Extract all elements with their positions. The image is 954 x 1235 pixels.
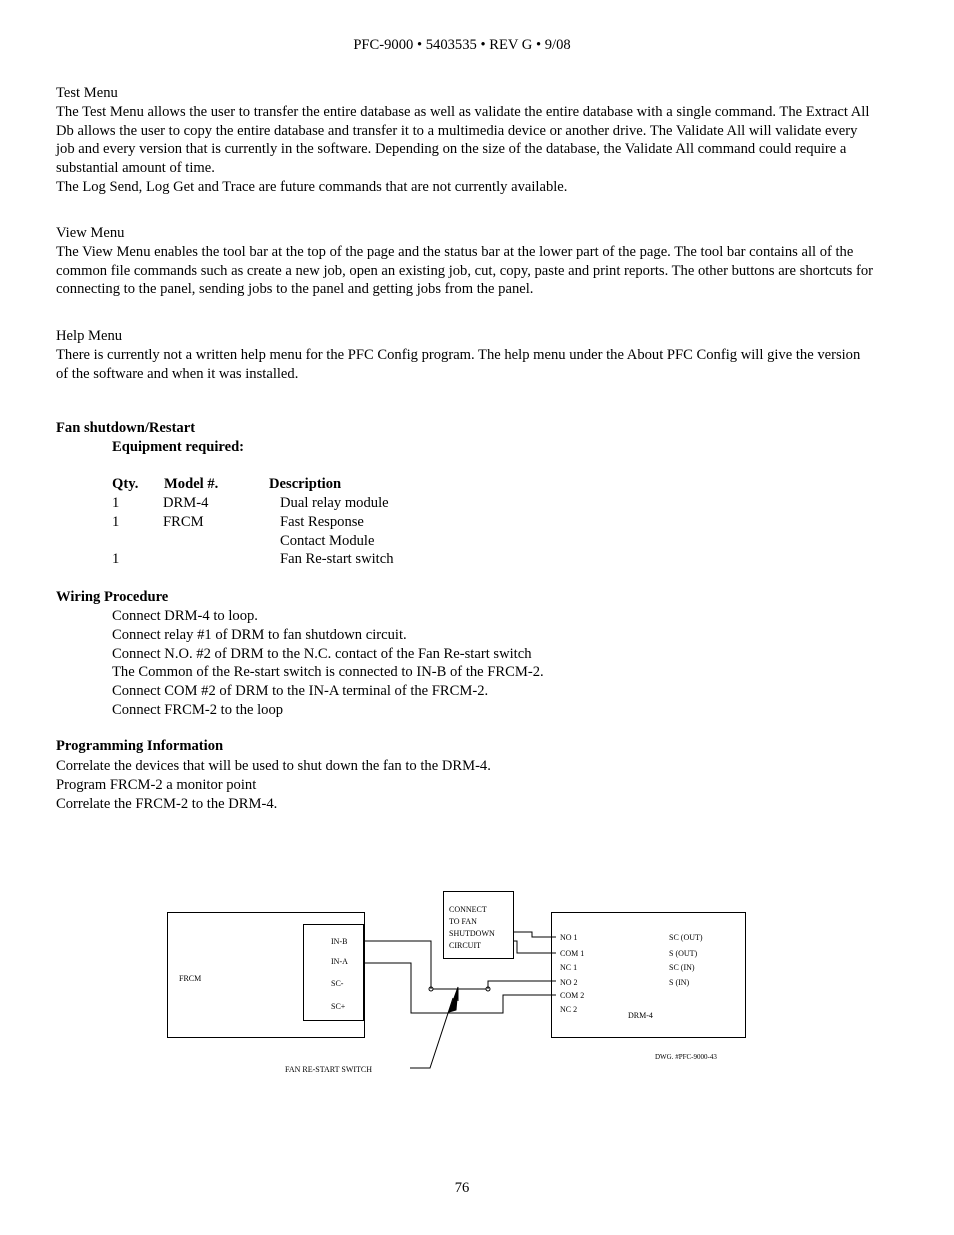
wire-in-b [363, 941, 431, 989]
wire-connect-com1 [513, 941, 556, 953]
wire-switch-nc [488, 981, 556, 989]
wiring-step: The Common of the Re-start switch is connected to IN-B of the FRCM-2. [112, 664, 544, 681]
drm-terminal-com1: COM 1 [560, 949, 585, 958]
wiring-step: Connect COM #2 of DRM to the IN-A terminal of the FRCM-2. [112, 683, 489, 700]
connect-box-line: TO FAN [449, 917, 477, 926]
table-row-model: DRM-4 [163, 495, 209, 511]
wiring-step: Connect DRM-4 to loop. [112, 608, 258, 624]
table-header-description: Description [269, 476, 342, 492]
drawing-number: DWG. #PFC-9000-43 [655, 1053, 717, 1061]
view-menu-paragraph: The View Menu enables the tool bar at the top of the page and the status bar at the lower part of the page. The tool bar contains all of the common file commands such as create a new job, open an existing job, cut, copy, paste and print reports. The other buttons are shortcuts for connecting to the panel, sending jobs to the panel and getting jobs from the panel. [56, 243, 874, 298]
connect-box-line: CONNECT [449, 905, 487, 914]
test-menu-paragraph-2: The Log Send, Log Get and Trace are future commands that are not currently available. [56, 178, 568, 195]
restart-switch [410, 987, 490, 1068]
frcm-terminal-sc-plus: SC+ [331, 1002, 346, 1011]
switch-arrowhead [449, 987, 458, 1012]
table-row-model: FRCM [163, 514, 204, 530]
frcm-terminal-in-b: IN-B [331, 937, 348, 946]
table-header-model: Model #. [164, 476, 219, 492]
frcm-terminal-sc-minus: SC- [331, 979, 344, 988]
equipment-label: Equipment required: [112, 439, 245, 455]
switch-leader [410, 998, 453, 1068]
drm-terminal-s-in: S (IN) [669, 978, 690, 987]
connect-box-line: CIRCUIT [449, 941, 481, 950]
table-row-qty: 1 [112, 551, 120, 567]
page-header: PFC-9000 • 5403535 • REV G • 9/08 [353, 37, 571, 53]
test-menu-title: Test Menu [56, 85, 118, 101]
wiring-step: Connect relay #1 of DRM to fan shutdown circuit. [112, 626, 407, 643]
table-row-qty: 1 [112, 495, 120, 511]
drm-terminal-nc2: NC 2 [560, 1005, 578, 1014]
table-row-desc: Fast Response [280, 514, 364, 530]
programming-title: Programming Information [56, 738, 224, 754]
drm-terminal-s-out: S (OUT) [669, 949, 698, 958]
drm-terminal-sc-out: SC (OUT) [669, 933, 703, 942]
help-menu-title: Help Menu [56, 328, 123, 344]
programming-line: Correlate the devices that will be used to shut down the fan to the DRM-4. [56, 758, 491, 774]
wiring-step: Connect N.O. #2 of DRM to the N.C. contact of the Fan Re-start switch [112, 645, 532, 662]
drm-terminal-nc1: NC 1 [560, 963, 578, 972]
wiring-step: Connect FRCM-2 to the loop [112, 701, 284, 718]
frcm-terminal-in-a: IN-A [331, 957, 348, 966]
drm-terminal-sc-in: SC (IN) [669, 963, 695, 972]
fan-section-title: Fan shutdown/Restart [56, 420, 196, 436]
table-row-desc: Fan Re-start switch [280, 551, 394, 567]
table-row-desc: Dual relay module [280, 495, 389, 511]
table-row-qty: 1 [112, 514, 120, 530]
drm-terminal-com2: COM 2 [560, 991, 585, 1000]
programming-line: Correlate the FRCM-2 to the DRM-4. [56, 795, 278, 812]
frcm-label: FRCM [179, 974, 202, 983]
table-row-desc: Contact Module [280, 533, 375, 549]
view-menu-title: View Menu [56, 225, 125, 241]
wire-in-a [363, 963, 556, 1013]
table-header-qty: Qty. [112, 476, 139, 492]
page-number: 76 [454, 1180, 470, 1196]
programming-line: Program FRCM-2 a monitor point [56, 776, 257, 793]
help-menu-paragraph: There is currently not a written help menu for the PFC Config program. The help menu under the About PFC Config will give the version of the software and when it was installed. [56, 346, 861, 382]
wiring-title: Wiring Procedure [56, 589, 169, 605]
drm-terminal-no1: NO 1 [560, 933, 578, 942]
drm-terminal-no2: NO 2 [560, 978, 578, 987]
connect-box-line: SHUTDOWN [449, 929, 495, 938]
switch-label: FAN RE-START SWITCH [285, 1065, 373, 1074]
wire-connect-no1 [513, 932, 556, 937]
drm-label: DRM-4 [628, 1011, 653, 1020]
test-menu-paragraph-1: The Test Menu allows the user to transfer the entire database as well as validate the entire database with a single command. The Extract All Db allows the user to copy the entire database and transfer it to a multimedia device or another drive. The Validate All will validate every job and every version that is currently in the software. Depending on the size of the database, the Validate All command could require a substantial amount of time. [56, 103, 870, 177]
